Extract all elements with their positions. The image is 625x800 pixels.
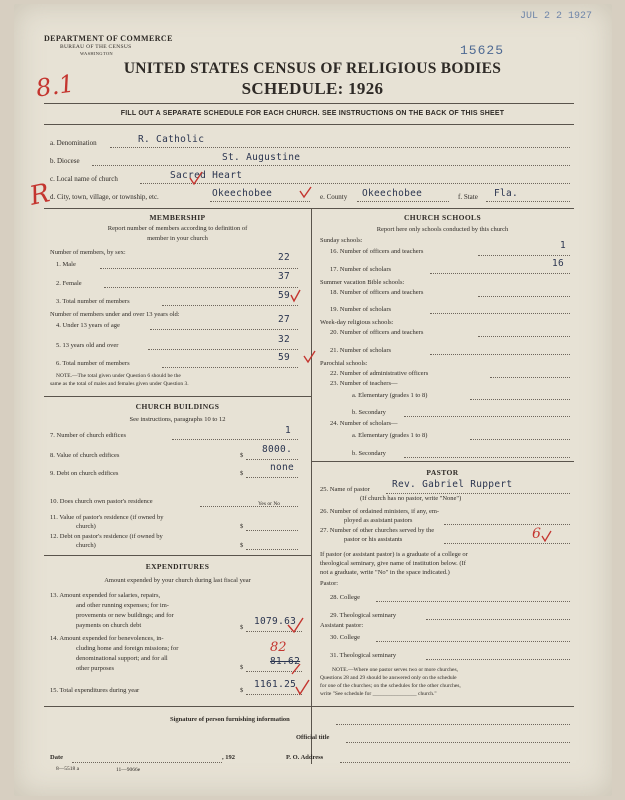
q11-line [246,530,298,531]
q8-dollar: $ [240,452,244,459]
q29-label: 29. Theological seminary [330,612,397,619]
county-line [357,201,449,202]
q9-dollar: $ [240,470,244,477]
q14-line-1: 14. Amount expended for benevolences, in- [50,635,164,642]
form-number: 8—5518 a [56,766,80,772]
denomination-field[interactable]: R. Catholic [138,134,205,145]
form-subtitle: SCHEDULE: 1926 [241,79,384,98]
header-rule-top [44,103,574,104]
membership-heading: MEMBERSHIP [149,213,206,222]
q26-line [444,524,570,525]
po-address-label: P. O. Address [286,754,324,761]
official-title-line[interactable] [346,742,570,743]
expenditures-heading: EXPENDITURES [145,562,210,571]
q20-label: 20. Number of officers and teachers [330,329,424,336]
date-label: Date [50,754,63,761]
q28-label: 28. College [330,594,360,601]
q8-line [246,459,298,460]
official-title-label: Official title [296,734,330,741]
pastor-subheading: Pastor: [320,580,339,587]
q7-edifices-field[interactable]: 1 [285,425,292,436]
pastor-note-4: write "See schedule for ________________ church." [320,691,437,697]
q25-label: 25. Name of pastor [320,486,370,493]
buildings-intro: See instructions, paragraphs 10 to 12 [129,416,226,423]
county-field[interactable]: Okeechobee [362,188,423,199]
membership-intro-1: Report number of members according to definition of [107,225,248,232]
schools-bottom-rule [311,461,574,462]
buildings-bottom-rule [44,555,311,556]
q24a-label: a. Elementary (grades 1 to 8) [352,432,428,439]
q2-line [104,287,298,288]
q13-line-3: provements or new buildings; and for [76,612,174,619]
q19-label: 19. Number of scholars [330,306,392,313]
membership-bottom-rule [44,396,311,397]
census-schedule-sheet [14,4,612,796]
members-by-sex-label: Number of members, by sex: [50,249,126,256]
q2-female-field[interactable]: 37 [278,271,291,282]
header-rule-bottom [44,124,574,125]
graduate-note-2: theological seminary, give name of institution below. (If [320,560,466,567]
q3-total-field[interactable]: 59 [278,290,291,301]
q24b-label: b. Secondary [352,450,386,457]
membership-intro-2: member in your church [147,235,208,242]
q19-line [430,313,570,314]
q6-label: 6. Total number of members [56,360,130,367]
q25-line [386,493,570,494]
q23-label: 23. Number of teachers— [330,380,398,387]
pastor-note-2: Questions 28 and 29 should be answered only on the schedule [320,675,457,681]
q30-label: 30. College [330,634,360,641]
q17-scholars-field[interactable]: 16 [552,258,565,269]
q10-label: 10. Does church own pastor's residence [50,498,153,505]
q1-line [100,268,298,269]
q14-benevolences-field[interactable]: 81.62 [270,656,301,667]
q14-line-3: denominational support; and for all [76,655,168,662]
q5-label: 5. 13 years old and over [56,342,119,349]
q14-line [246,671,302,672]
q9-label: 9. Debt on church edifices [50,470,119,477]
q12-dollar: $ [240,542,244,549]
q21-line [430,354,570,355]
lower-grid-rule [44,706,574,707]
q24a-line [470,439,570,440]
signature-label: Signature of person furnishing information [170,716,290,723]
q12-label-1: 12. Debt on pastor's residence (if owned by [50,533,163,540]
q23b-label: b. Secondary [352,409,386,416]
department-name: DEPARTMENT OF COMMERCE [44,34,173,43]
q25-note: (If church has no pastor, write "None") [360,495,462,502]
q17-label: 17. Number of scholars [330,266,392,273]
serial-number: 15625 [460,43,505,58]
expenditures-intro: Amount expended by your church during last fiscal year [104,577,251,584]
q6-line [162,367,298,368]
city-line [210,201,310,202]
yes-no-hint: Yes or No [258,501,281,507]
q14-red-correction: 82 [270,640,287,655]
q4-label: 4. Under 13 years of age [56,322,120,329]
q13-dollar: $ [240,624,244,631]
q1-label: 1. Male [56,261,76,268]
q31-line [426,659,570,660]
pastor-note-1: NOTE.—Where one pastor serves two or more churches, [332,667,458,673]
county-label: e. County [320,193,348,201]
q27-other-churches-field[interactable]: 6 [532,526,541,542]
print-code: 11—9066e [116,767,141,773]
city-name: WASHINGTON [80,51,113,56]
q9-debt-field[interactable]: none [270,462,295,473]
diocese-field[interactable]: St. Augustine [222,152,301,163]
bureau-name: BUREAU OF THE CENSUS [60,44,132,50]
q4-under13-field[interactable]: 27 [278,314,291,325]
q25-pastor-name-field[interactable]: Rev. Gabriel Ruppert [392,479,513,490]
q2-label: 2. Female [56,280,82,287]
q8-label: 8. Value of church edifices [50,452,120,459]
q16-officers-field[interactable]: 1 [560,240,567,251]
q22-line [490,377,570,378]
denomination-line [110,147,570,148]
q21-label: 21. Number of scholars [330,347,392,354]
denomination-label: a. Denomination [50,139,97,147]
q13-line [246,631,302,632]
pastor-note-3: for one of the churches; on the schedules for the other churches, [320,683,461,689]
sunday-schools-label: Sunday schools: [320,237,363,244]
q10-line [200,506,298,507]
q18-line [478,296,570,297]
schools-heading: CHURCH SCHOOLS [403,213,482,222]
q18-label: 18. Number of officers and teachers [330,289,424,296]
q6-total-field[interactable]: 59 [278,352,291,363]
local-name-line [140,183,570,184]
year-label: , 192 [222,754,235,761]
summer-schools-label: Summer vacation Bible schools: [320,279,405,286]
q20-line [478,336,570,337]
q7-line [172,439,298,440]
assistant-pastor-subheading: Assistant pastor: [320,622,364,629]
q31-label: 31. Theological seminary [330,652,397,659]
signature-line[interactable] [336,724,570,725]
grid-rule-main [44,208,574,209]
po-address-line[interactable] [340,762,570,763]
q11-dollar: $ [240,523,244,530]
q26-line-2: ployed as assistant pastors [344,517,413,524]
form-instruction: FILL OUT A SEPARATE SCHEDULE FOR EACH CHURCH. SEE INSTRUCTIONS ON THE BACK OF THIS SHEET [120,110,505,117]
pastor-heading: PASTOR [426,468,459,477]
state-field[interactable]: Fla. [494,188,519,199]
q7-label: 7. Number of church edifices [50,432,126,439]
diocese-line [92,165,570,166]
q23a-label: a. Elementary (grades 1 to 8) [352,392,428,399]
q9-line [246,477,298,478]
membership-note-2: same as the total of males and females given under Question 3. [50,381,189,387]
q29-line [426,619,570,620]
form-title: UNITED STATES CENSUS OF RELIGIOUS BODIES [123,60,502,77]
weekday-schools-label: Week-day religious schools: [320,319,394,326]
q14-dollar: $ [240,664,244,671]
q15-dollar: $ [240,687,244,694]
state-label: f. State [458,193,478,201]
column-divider [311,208,312,764]
margin-mark-side: R [27,178,53,212]
city-label: d. City, town, village, or township, etc. [50,193,159,201]
q3-label: 3. Total number of members [56,298,130,305]
q8-value-field[interactable]: 8000. [262,444,293,455]
q5-over13-field[interactable]: 32 [278,334,291,345]
q4-line [150,329,298,330]
local-name-label: c. Local name of church [50,175,118,183]
q13-line-1: 13. Amount expended for salaries, repairs, [50,592,161,599]
margin-mark-top: 8.1 [34,69,76,103]
q12-label-2: church) [76,542,96,549]
q16-label: 16. Number of officers and teachers [330,248,424,255]
graduate-note-1: If pastor (or assistant pastor) is a graduate of a college or [320,551,468,558]
q26-line-1: 26. Number of ordained ministers, if any, em- [320,508,440,515]
q13-line-2: and other running expenses; for im- [76,602,169,609]
q24-label: 24. Number of scholars— [330,420,398,427]
q16-line [478,255,570,256]
q27-line-1: 27. Number of other churches served by the [320,527,435,534]
local-name-field[interactable]: Sacred Heart [170,170,243,181]
received-date-stamp: JUL 2 2 1927 [520,11,593,22]
q12-line [246,549,298,550]
q13-running-expenses-field[interactable]: 1079.63 [254,616,297,627]
q14-line-4: other purposes [76,665,115,672]
q11-label-1: 11. Value of pastor's residence (if owned by [50,514,164,521]
buildings-heading: CHURCH BUILDINGS [135,402,220,411]
q22-label: 22. Number of administrative officers [330,370,429,377]
q17-line [430,273,570,274]
date-line[interactable] [72,762,222,763]
parochial-schools-label: Parochial schools: [320,360,368,367]
q27-line-2: pastor or his assistants [344,536,403,543]
q1-male-field[interactable]: 22 [278,252,291,263]
q3-line [162,305,298,306]
q28-line [376,601,570,602]
diocese-label: b. Diocese [50,157,80,165]
q30-line [376,641,570,642]
members-by-age-label: Number of members under and over 13 years old: [50,311,180,318]
q13-line-4: payments on church debt [76,622,142,629]
graduate-note-3: not a graduate, write "No" in the space indicated.) [320,569,450,576]
q15-label: 15. Total expenditures during year [50,687,140,694]
q23b-line [404,416,570,417]
schools-intro: Report here only schools conducted by this church [376,226,509,233]
q23a-line [470,399,570,400]
q15-line [246,694,302,695]
q14-line-2: cluding home and foreign missions; for [76,645,179,652]
q27-line [444,543,570,544]
q11-label-2: church) [76,523,96,530]
state-line [486,201,570,202]
membership-note-1: NOTE.—The total given under Question 6 should be the [56,373,181,379]
q15-total-field[interactable]: 1161.25 [254,679,297,690]
q5-line [148,349,298,350]
city-field[interactable]: Okeechobee [212,188,273,199]
q24b-line [404,457,570,458]
